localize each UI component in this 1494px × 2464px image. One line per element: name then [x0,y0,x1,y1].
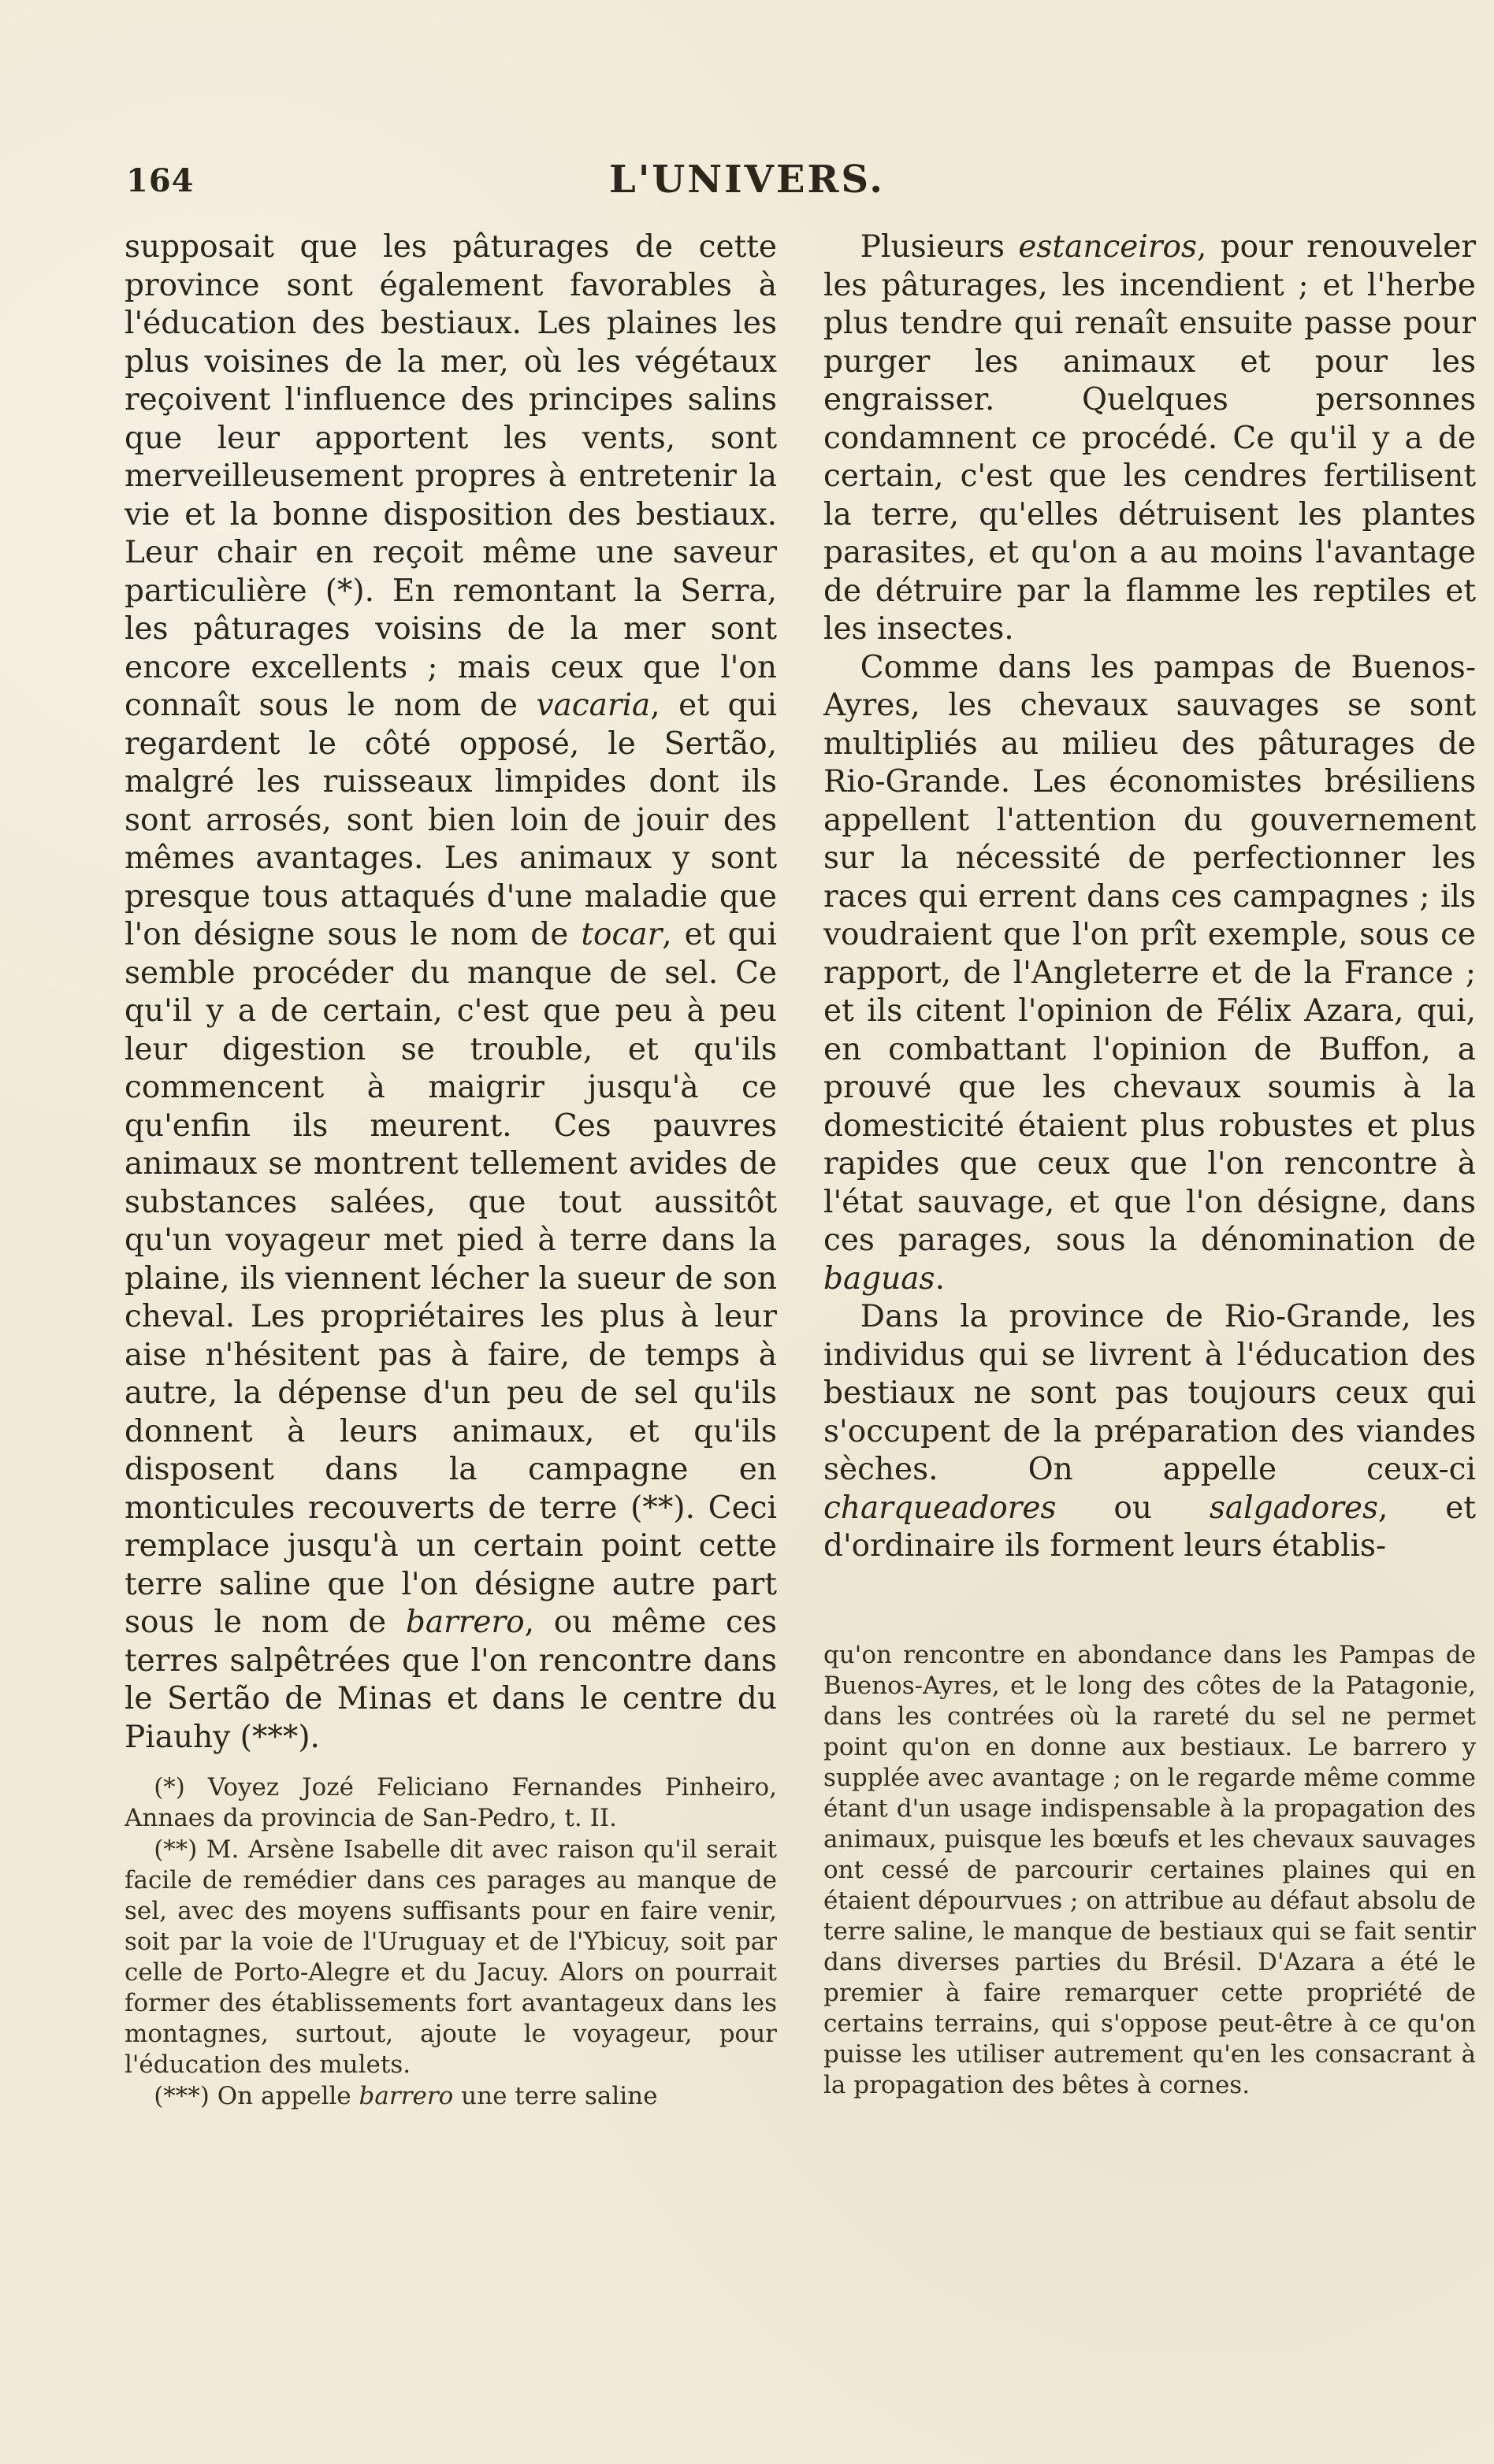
footnote-2: (**) M. Arsène Isabelle dit avec raison qu'il serait facile de remédier dans ces parages au manque de sel, avec des moyens suffisants pour en faire venir, soit par la voie de l'Uruguay et de l'Ybicuy, soit par celle de Porto-Alegre et du Jacuy. Alors on pourrait former des établissements fort avantageux dans les montagnes, surtout, ajoute le voyageur, pour l'éducation des mulets. [124,1835,777,2079]
page-number: 164 [126,162,195,199]
right-paragraph-1-part-2: , pour renouveler les pâturages, les incendient ; et l'herbe plus tendre qui renaît ensuite passe pour purger les animaux et pour les engraisser. Quelques personnes condamnent ce procédé. Ce qu'il y a de certain, c'est que les cendres fertilisent la terre, qu'elles détruisent les plantes parasites, et qu'on a au moins l'avantage de détruire par la flamme les reptiles et les insectes. [823,229,1476,647]
right-footnote-continuation: qu'on rencontre en abondance dans les Pampas de Buenos-Ayres, et le long des côtes de la Patagonie, dans les contrées où la rareté du sel ne permet point qu'on en donne aux bestiaux. Le barrero y supplée avec avantage ; on le regarde même comme étant d'un usage indispensable à la propagation des animaux, puisque les bœufs et les chevaux sauvages ont cessé de parcourir certaines plaines qui en étaient dépourvues ; on attribue au défaut absolu de terre saline, le manque de bestiaux qui se fait sentir dans diverses parties du Brésil. D'Azara a été le premier à faire remarquer cette propriété de certains terrains, qui s'oppose peut-être à ce qu'on puisse les utiliser autrement qu'en les consacrant à la propagation des bêtes à cornes. [823,1641,1476,2099]
footnote-3-italic: barrero [359,2082,454,2110]
baguas-term: baguas [823,1260,935,1297]
left-column [124,228,777,2112]
right-paragraph-3-part-2: , et d'ordinaire ils forment leurs établis- [823,1490,1476,1564]
right-paragraph-2-part-2: . [935,1260,945,1297]
right-paragraph-3 [823,1298,1476,1566]
right-paragraph-1 [823,228,1476,649]
right-paragraph-3-middle: ou [1056,1490,1210,1526]
footnote-3 [124,2081,777,2112]
right-paragraph-1-part-1: Plusieurs [860,229,1019,265]
right-column [823,228,1476,1566]
left-footnotes [124,1772,777,2112]
vacaria-term: vacaria [536,688,651,723]
footnote-3-part-1: (***) On appelle [154,2082,359,2110]
footnote-1: (*) Voyez Jozé Feliciano Fernandes Pinheiro, Annaes da provincia de San-Pedro, t. II. [124,1773,777,1832]
salgadores-term: salgadores [1209,1490,1378,1526]
left-paragraph-1-part-3: , et qui semble procéder du manque de sel. Ce qu'il y a de certain, c'est que peu à peu leur digestion se trouble, et qu'ils commencent à maigrir jusqu'à ce qu'enfin ils meurent. Ces pauvres animaux se montrent tellement avides de substances salées, que tout aussitôt qu'un voyageur met pied à terre dans la plaine, ils viennent lécher la sueur de son cheval. Les propriétaires les plus à leur aise n'hésitent pas à faire, de temps à autre, la dépense d'un peu de sel qu'ils donnent à leurs animaux, et qu'ils disposent dans la campagne en monticules recouverts de terre (**). Ceci remplace jusqu'à un certain point cette terre saline que l'on désigne autre part sous le nom de [124,917,777,1640]
right-paragraph-3-part-1: Dans la province de Rio-Grande, les individus qui se livrent à l'éducation des bestiaux ne sont pas toujours ceux qui s'occupent de la préparation des viandes sèches. On appelle ceux-ci [823,1299,1476,1487]
charqueadores-term: charqueadores [823,1490,1057,1526]
barrero-term: barrero [405,1605,525,1640]
footnote-3-part-2: une terre saline [453,2082,658,2110]
tocar-term: tocar [581,917,663,952]
right-paragraph-2 [823,649,1476,1299]
estanceiros-term: estanceiros [1018,229,1197,265]
running-head: L'UNIVERS. [608,158,885,202]
left-paragraph-1 [124,228,777,1757]
right-paragraph-2-part-1: Comme dans les pampas de Buenos-Ayres, les chevaux sauvages se sont multipliés au milieu des pâturages de Rio-Grande. Les économistes brésiliens appellent l'attention du gouvernement sur la nécessité de perfectionner les races qui errent dans ces campagnes ; ils voudraient que l'on prît exemple, sous ce rapport, de l'Angleterre et de la France ; et ils citent l'opinion de Félix Azara, qui, en combattant l'opinion de Buffon, a prouvé que les chevaux soumis à la domesticité étaient plus robustes et plus rapides que ceux que l'on rencontre à l'état sauvage, et que l'on désigne, dans ces parages, sous la dénomination de [823,649,1476,1258]
left-paragraph-1-part-4: , ou même ces terres salpêtrées que l'on rencontre dans le Sertão de Minas et dans le centre du Piauhy (***). [124,1605,777,1755]
left-paragraph-1-part-2: , et qui regardent le côté opposé, le Sertão, malgré les ruisseaux limpides dont ils sont arrosés, sont bien loin de jouir des mêmes avantages. Les animaux y sont presque tous attaqués d'une maladie que l'on désigne sous le nom de [124,688,778,952]
left-paragraph-1-part-1: supposait que les pâturages de cette province sont également favorables à l'éducation des bestiaux. Les plaines les plus voisines de la mer, où les végétaux reçoivent l'influence des principes salins que leur apportent les vents, sont merveilleusement propres à entretenir la vie et la bonne disposition des bestiaux. Leur chair en reçoit même une saveur particulière (*). En remontant la Serra, les pâturages voisins de la mer sont encore excellents ; mais ceux que l'on connaît sous le nom de [124,229,777,723]
